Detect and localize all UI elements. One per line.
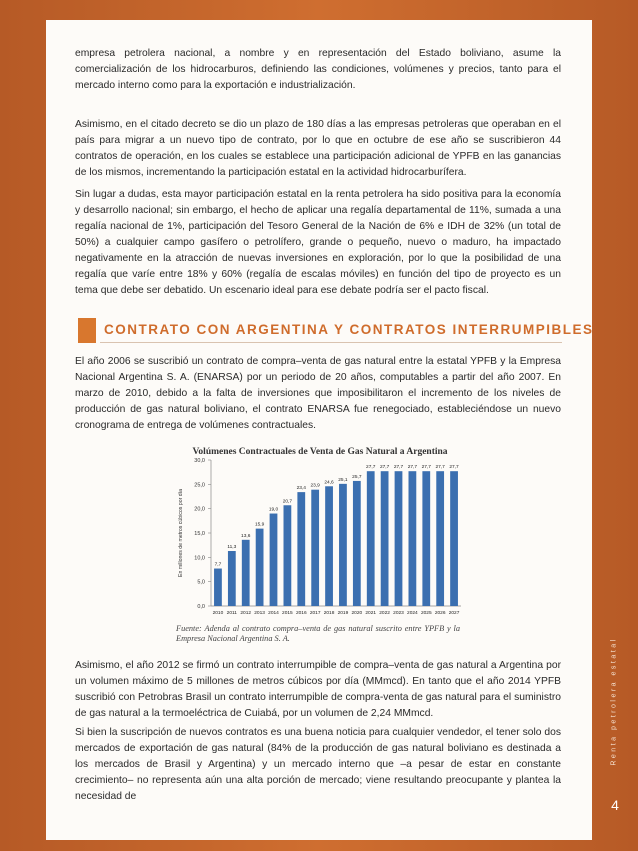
x-tick-label: 2010 <box>212 611 224 616</box>
section-heading-rule <box>100 342 562 343</box>
bar-value-label: 24,6 <box>324 480 334 486</box>
bar-value-label: 27,7 <box>435 465 445 471</box>
bar-2020 <box>353 481 361 606</box>
x-tick-label: 2025 <box>420 611 432 616</box>
bar-value-label: 27,7 <box>421 465 431 471</box>
bar-value-label: 20,7 <box>282 499 293 505</box>
section-heading <box>78 318 594 343</box>
bar-2027 <box>450 471 458 606</box>
y-tick-label: 30,0 <box>194 458 205 464</box>
bar-2018 <box>325 486 333 606</box>
bar-2019 <box>339 484 347 606</box>
bar-value-label: 7,7 <box>214 562 222 568</box>
bar-value-label: 27,7 <box>407 465 418 471</box>
x-tick-label: 2014 <box>268 611 279 616</box>
bar-value-label: 27,7 <box>449 465 459 471</box>
bar-value-label: 19,0 <box>268 507 279 513</box>
x-tick-label: 2018 <box>323 611 335 616</box>
bar-2014 <box>270 514 278 606</box>
y-tick-label: 10,0 <box>194 555 205 562</box>
bar-2012 <box>242 540 250 606</box>
page-number: 4 <box>611 797 619 813</box>
bar-2013 <box>256 529 264 606</box>
bar-value-label: 25,1 <box>338 477 348 483</box>
chart-source-caption: Fuente: Adenda al contrato compra–venta de gas natural suscrito entre YPFB y la Empresa Nacional Argentina S. A. <box>176 624 460 643</box>
paragraph-5: Asimismo, el año 2012 se firmó un contrato interrumpible de compra–venta de gas natural a Argentina por un volumen máximo de 5 millones de metros cúbicos por día (MMmcd). En tanto que el año 2014 YPFB suscribió con Petrobras Brasil un contrato interrumpible de compra-venta de gas natural para el suministro de gas natural a la termoeléctrica de Cuiabá, por un volumen de 2,24 MMmcd. <box>75 660 561 719</box>
x-tick-label: 2026 <box>434 611 446 616</box>
bar-value-label: 13,6 <box>241 533 251 539</box>
y-tick-label: 0,0 <box>197 604 205 610</box>
paragraph-4: El año 2006 se suscribió un contrato de compra–venta de gas natural entre la estatal YPFB y la Empresa Nacional Argentina S. A. (ENARSA) por un periodo de 20 años, computables a partir del año 2007. En marzo de 2010, debido a la falta de inversiones que imposibilitaron el incremento de los niveles de producción de gas natural boliviano, el contrato ENARSA fue renegociado, estableciéndose un nuevo cronograma de entrega de volúmenes contractuales. <box>75 356 561 431</box>
paragraph-6: Si bien la suscripción de nuevos contratos es una buena noticia para cualquier vendedor, el tener solo dos mercados de exportación de gas natural (84% de la producción de gas natural boliviano es destinada a los mercados de Brasil y Argentina) y un mercado interno que –a pesar de estar en constante crecimiento– no representa aún una alta porción de mercado; viene resultando preocupante y plantea la necesidad de <box>75 727 561 802</box>
bar-2015 <box>284 505 292 606</box>
bar-value-label: 27,7 <box>379 465 390 471</box>
paragraph-2: Asimismo, en el citado decreto se dio un plazo de 180 días a las empresas petroleras que operaban en el país para migrar a un nuevo tipo de contrato, por lo que en octubre de ese año se suscribieron 44 contratos de operación, en los cuales se establece una participación adicional de YPFB en las ganancias de los mismos, incrementando la participación estatal en la actividad hidrocarburífera. <box>75 119 561 178</box>
section-heading-marker <box>78 318 96 343</box>
bar-value-label: 23,4 <box>296 486 306 492</box>
chart-svg <box>175 454 467 620</box>
x-tick-label: 2027 <box>448 611 460 616</box>
bar-value-label: 27,7 <box>366 465 376 471</box>
bar-2026 <box>436 471 444 606</box>
x-tick-label: 2023 <box>393 611 404 616</box>
x-tick-label: 2015 <box>282 611 293 616</box>
bar-2010 <box>214 569 222 606</box>
bar-2016 <box>297 492 305 606</box>
bar-value-label: 23,9 <box>310 483 320 489</box>
section-heading-text: CONTRATO CON ARGENTINA Y CONTRATOS INTERRUMPIBLES <box>104 322 594 337</box>
bar-2011 <box>228 551 236 606</box>
x-tick-label: 2016 <box>295 611 307 616</box>
paragraph-1: empresa petrolera nacional, a nombre y en representación del Estado boliviano, asume la comercialización de los hidrocarburos, definiendo las condiciones, volúmenes y precios, tanto para el mercado interno como para la exportación e industrialización. <box>75 48 561 91</box>
bar-2022 <box>381 471 389 606</box>
bar-value-label: 15,9 <box>254 522 265 528</box>
side-label-text: Renta petrolera estatal <box>610 637 618 766</box>
x-tick-label: 2017 <box>309 611 321 616</box>
bar-2017 <box>311 490 319 606</box>
bar-value-label: 25,7 <box>352 474 362 480</box>
x-tick-label: 2019 <box>337 611 349 616</box>
y-tick-label: 20,0 <box>194 506 205 513</box>
x-tick-label: 2022 <box>379 611 390 616</box>
y-tick-label: 15,0 <box>194 531 205 537</box>
bar-2024 <box>409 471 417 606</box>
x-tick-label: 2024 <box>407 611 418 616</box>
bar-chart <box>175 454 467 620</box>
y-tick-label: 5,0 <box>197 579 205 586</box>
x-tick-label: 2013 <box>254 611 265 616</box>
x-tick-label: 2012 <box>240 611 252 616</box>
x-tick-label: 2020 <box>351 611 363 616</box>
x-tick-label: 2011 <box>226 611 237 616</box>
y-axis-label: En millones de metros cúbicos por día <box>178 489 184 577</box>
x-tick-label: 2021 <box>365 611 377 616</box>
running-header-side <box>599 630 629 780</box>
paragraph-3: Sin lugar a dudas, esta mayor participación estatal en la renta petrolera ha sido positiva para la economía y desarrollo nacional; sin embargo, el hecho de aplicar una regalía departamental de 11%, sumada a una regalía nacional de 1%, participación del Tesoro General de la Nación de 6% e IDH de 32% (un total de 50%) a cualquier campo gasífero o petrolífero, grande o pequeño, nuevo o maduro, ha impactado negativamente en la atracción de nuevas inversiones en exploración, por lo que la posibilidad de una regalía que varíe entre 18% y 60% (regalía de escalas móviles) en función del tipo de proyecto es un tema que debe ser debatido. Un escenario ideal para ese debate podría ser el pacto fiscal. <box>75 189 561 296</box>
bar-2023 <box>395 471 403 606</box>
bar-value-label: 27,7 <box>393 465 404 471</box>
chart-title: Volúmenes Contractuales de Venta de Gas Natural a Argentina <box>192 447 448 457</box>
y-tick-label: 25,0 <box>194 482 205 489</box>
bar-2025 <box>422 471 430 606</box>
bar-value-label: 11,3 <box>227 545 237 551</box>
bar-2021 <box>367 471 375 606</box>
